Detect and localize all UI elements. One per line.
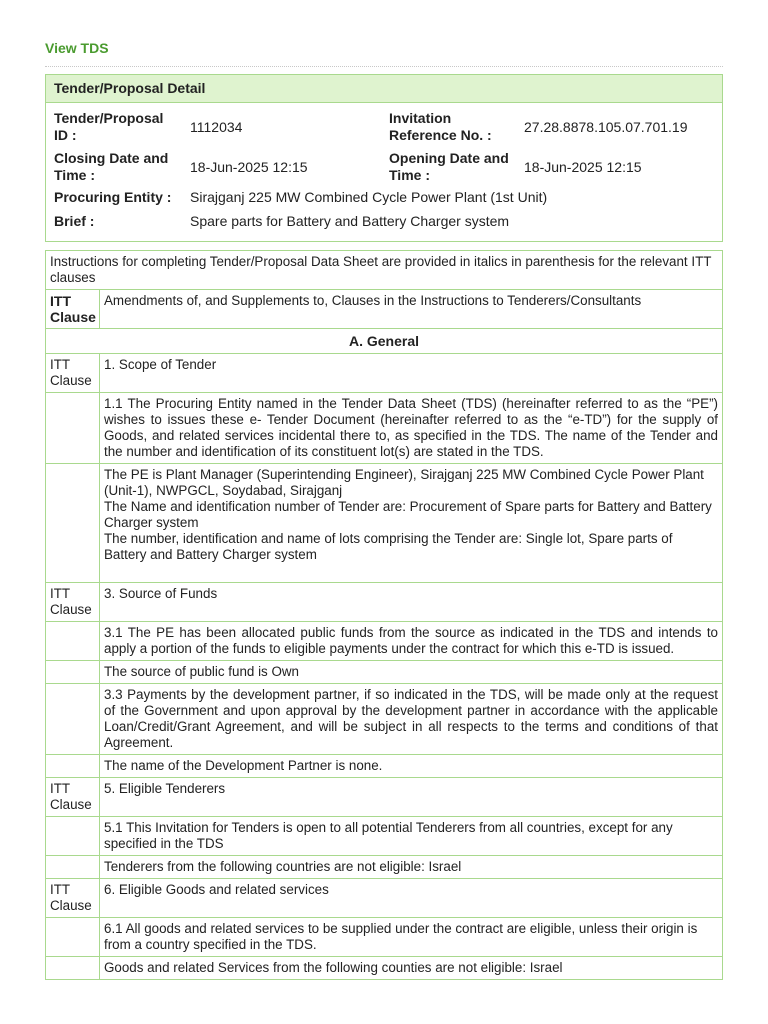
tender-id-value: 1112034 <box>190 119 243 135</box>
table-row <box>46 354 723 393</box>
table-row <box>46 393 723 464</box>
empty-cell <box>46 661 100 684</box>
tender-detail-body <box>46 103 722 241</box>
clause-title: 6. Eligible Goods and related services <box>100 879 723 918</box>
empty-cell <box>46 755 100 778</box>
clause-text: 5.1 This Invitation for Tenders is open to all potential Tenderers from all countries, except for any specified in the TDS <box>100 817 723 856</box>
closing-date-value: 18-Jun-2025 12:15 <box>190 159 308 175</box>
table-row <box>46 661 723 684</box>
table-row <box>46 918 723 957</box>
empty-cell <box>46 622 100 661</box>
opening-date-value: 18-Jun-2025 12:15 <box>524 159 642 175</box>
invitation-ref-value: 27.28.8878.105.07.701.19 <box>524 119 688 135</box>
itt-clause-label: ITT Clause <box>46 879 100 918</box>
section-heading: A. General <box>46 329 723 354</box>
clause-data-line: The number, identification and name of lots comprising the Tender are: Single lot, Spare parts of Battery and Battery Charger system <box>104 531 673 562</box>
clause-text: 6.1 All goods and related services to be supplied under the contract are eligible, unless their origin is from a country specified in the TDS. <box>100 918 723 957</box>
itt-clause-label: ITT Clause <box>46 778 100 817</box>
procuring-entity-label: Procuring Entity : <box>54 189 172 205</box>
clause-title: 5. Eligible Tenderers <box>100 778 723 817</box>
empty-cell <box>46 393 100 464</box>
opening-date-label: Opening Date and Time : <box>389 150 509 183</box>
closing-date-label: Closing Date and Time : <box>54 150 169 183</box>
clause-text: 3.3 Payments by the development partner, if so indicated in the TDS, will be made only at the request of the Government and upon approval by the development partner in accordance with the applicable Loan/Credit/Grant Agreement, and will be subject in all respects to the terms and conditions of that Agreement. <box>100 684 723 755</box>
clause-data <box>100 464 723 583</box>
table-row <box>46 856 723 879</box>
table-row <box>46 622 723 661</box>
invitation-ref-label: Invitation Reference No. : <box>389 110 492 143</box>
clause-data: The name of the Development Partner is none. <box>100 755 723 778</box>
clause-data: Goods and related Services from the following counties are not eligible: Israel <box>100 957 723 980</box>
amendments-header: Amendments of, and Supplements to, Clauses in the Instructions to Tenderers/Consultants <box>100 290 723 329</box>
table-row <box>46 251 723 290</box>
empty-cell <box>46 464 100 583</box>
tender-id-label: Tender/Proposal ID : <box>54 110 164 143</box>
itt-clause-label: ITT Clause <box>46 583 100 622</box>
brief-value: Spare parts for Battery and Battery Charger system <box>190 213 510 229</box>
clause-text: 1.1 The Procuring Entity named in the Tender Data Sheet (TDS) (hereinafter referred to as the “PE”) wishes to issues these e- Tender Document (hereinafter referred to as the “e-TD”) for the supply of Goods, and related services incidental there to, as specified in the TDS. The name of the Tender and the number and identification of its constituent lot(s) are stated in the TDS. <box>100 393 723 464</box>
clause-title: 1. Scope of Tender <box>100 354 723 393</box>
empty-cell <box>46 817 100 856</box>
clause-data-line: The Name and identification number of Tender are: Procurement of Spare parts for Battery and Battery Charger system <box>104 499 712 530</box>
procuring-entity-value: Sirajganj 225 MW Combined Cycle Power Plant (1st Unit) <box>190 189 548 205</box>
table-row <box>46 583 723 622</box>
tender-detail-header: Tender/Proposal Detail <box>46 75 722 103</box>
table-row <box>46 684 723 755</box>
page-title: View TDS <box>45 40 109 56</box>
empty-cell <box>46 957 100 980</box>
clause-data: Tenderers from the following countries are not eligible: Israel <box>100 856 723 879</box>
table-row <box>46 290 723 329</box>
table-row <box>46 755 723 778</box>
empty-cell <box>46 918 100 957</box>
clause-text: 3.1 The PE has been allocated public funds from the source as indicated in the TDS and intends to apply a portion of the funds to eligible payments under the contract for which this e-TD is issued. <box>100 622 723 661</box>
empty-cell <box>46 684 100 755</box>
table-row <box>46 329 723 354</box>
tender-detail-panel <box>45 74 723 242</box>
clause-data: The source of public fund is Own <box>100 661 723 684</box>
title-divider <box>45 66 723 67</box>
instructions-note: Instructions for completing Tender/Proposal Data Sheet are provided in italics in parenthesis for the relevant ITT clauses <box>46 251 723 290</box>
table-row <box>46 817 723 856</box>
table-row <box>46 464 723 583</box>
itt-clause-label: ITT Clause <box>46 354 100 393</box>
clause-data-line: The PE is Plant Manager (Superintending Engineer), Sirajganj 225 MW Combined Cycle Power Plant (Unit-1), NWPGCL, Soydabad, Sirajganj <box>104 467 704 498</box>
table-row <box>46 778 723 817</box>
itt-clause-header: ITT Clause <box>46 290 100 329</box>
brief-label: Brief : <box>54 213 95 229</box>
clause-title: 3. Source of Funds <box>100 583 723 622</box>
table-row <box>46 879 723 918</box>
table-row <box>46 957 723 980</box>
empty-cell <box>46 856 100 879</box>
tds-table <box>45 250 723 980</box>
